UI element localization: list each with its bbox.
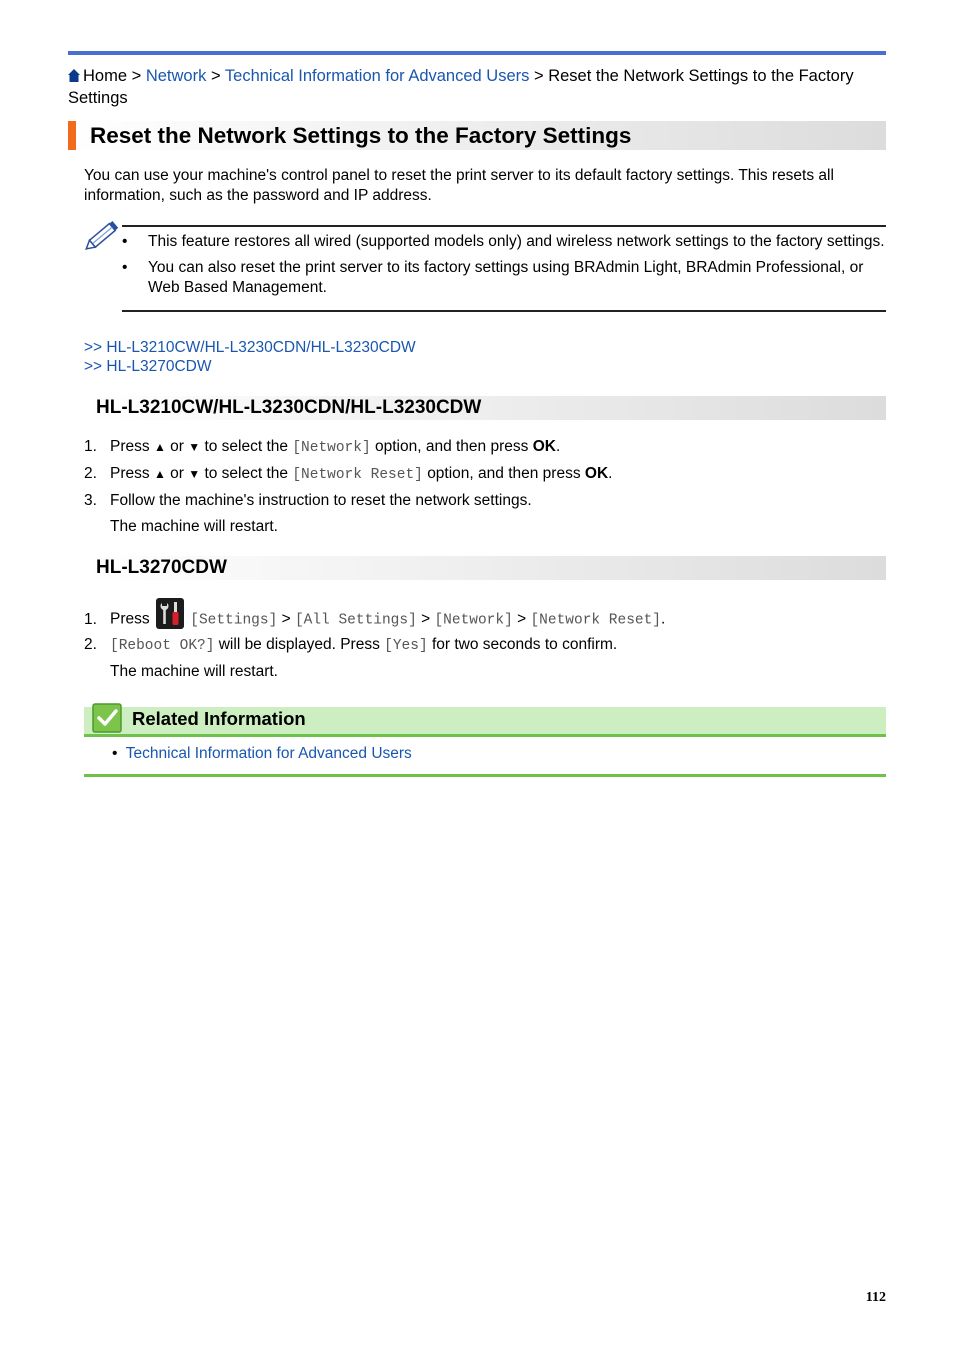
- ok-key: OK: [532, 438, 556, 455]
- step-text: will be displayed. Press: [218, 636, 380, 653]
- step-text: .: [555, 438, 561, 455]
- up-arrow-icon: ▲: [153, 467, 166, 481]
- step-text: option, and then press: [427, 465, 581, 482]
- step-text: for two seconds to confirm.: [431, 636, 618, 653]
- step-text: or: [170, 438, 184, 455]
- menu-option: [Settings]: [190, 612, 278, 629]
- section-heading-bar: [84, 396, 886, 420]
- step-number: 2.: [84, 465, 97, 482]
- note-box: [122, 225, 886, 312]
- breadcrumb-current: Reset the Network Settings to the Factory Settings: [68, 67, 854, 107]
- page-title: Reset the Network Settings to the Factory Settings: [90, 123, 632, 148]
- note-item-text: This feature restores all wired (supported models only) and wireless network settings to the factory settings.: [148, 233, 885, 250]
- related-bottom-rule: [84, 774, 886, 777]
- step-text: .: [608, 465, 613, 482]
- breadcrumb-separator: >: [210, 67, 221, 85]
- top-rule: [68, 51, 886, 55]
- note-item-text: You can also reset the print server to its factory settings using BRAdmin Light, BRAdmin Professional, or Web Based Management.: [148, 259, 864, 296]
- section-heading: HL-L3210CW/HL-L3230CDN/HL-L3230CDW: [96, 397, 482, 418]
- up-arrow-icon: ▲: [153, 440, 166, 454]
- section-heading: HL-L3270CDW: [96, 557, 227, 578]
- step-number: 1.: [84, 610, 97, 628]
- step-text: .: [661, 610, 666, 628]
- bullet: •: [122, 259, 128, 276]
- menu-option: [Network]: [292, 440, 371, 456]
- step-text: option, and then press: [374, 438, 529, 455]
- down-arrow-icon: ▼: [188, 440, 201, 454]
- bullet: •: [122, 233, 128, 250]
- menu-option: [Network]: [434, 612, 513, 629]
- pencil-note-icon: [84, 219, 120, 251]
- intro-paragraph: You can use your machine's control panel to reset the print server to its default factory settings. This resets all information, such as the password and IP address.: [84, 167, 834, 204]
- related-item: [112, 744, 412, 764]
- step-2: [84, 635, 617, 656]
- step-text: or: [170, 465, 184, 482]
- bullet: •: [112, 745, 118, 762]
- related-link-technical-info[interactable]: Technical Information for Advanced Users: [125, 745, 412, 762]
- checkmark-icon: [92, 703, 122, 733]
- step-text: Press: [110, 465, 150, 482]
- menu-option: [All Settings]: [294, 612, 417, 629]
- related-information-bar: [84, 707, 886, 737]
- page-title-bar: [68, 121, 886, 150]
- breadcrumb: [68, 66, 886, 109]
- screen-message: [Reboot OK?]: [110, 638, 215, 654]
- step-text: Press: [110, 610, 150, 628]
- down-arrow-icon: ▼: [188, 467, 201, 481]
- jump-link-hl-l3270cdw[interactable]: >> HL-L3270CDW: [84, 358, 212, 375]
- step-number: 1.: [84, 438, 97, 455]
- step-result: The machine will restart.: [110, 663, 278, 680]
- breadcrumb-separator: >: [533, 67, 544, 85]
- note-item: [122, 232, 886, 252]
- step-3: [84, 491, 532, 511]
- step-text: Press: [110, 438, 150, 455]
- section-heading-bar: [84, 556, 886, 580]
- step-2: [84, 464, 612, 485]
- menu-separator: >: [517, 610, 527, 628]
- menu-separator: >: [421, 610, 431, 628]
- step-text: to select the: [204, 465, 289, 482]
- menu-option: [Network Reset]: [292, 467, 423, 483]
- jump-link-hl-l3210cw[interactable]: >> HL-L3210CW/HL-L3230CDN/HL-L3230CDW: [84, 339, 416, 356]
- step-number: 3.: [84, 492, 97, 509]
- breadcrumb-link-network[interactable]: Network: [145, 67, 207, 85]
- breadcrumb-home[interactable]: Home: [83, 67, 128, 85]
- step-result: The machine will restart.: [110, 518, 278, 535]
- title-accent: [68, 121, 76, 150]
- breadcrumb-separator: >: [131, 67, 142, 85]
- step-1: [84, 437, 560, 458]
- step-text: Follow the machine's instruction to reset the network settings.: [110, 492, 532, 509]
- home-icon[interactable]: [68, 67, 80, 88]
- step-text: to select the: [204, 438, 289, 455]
- menu-option: [Yes]: [384, 638, 428, 654]
- menu-option: [Network Reset]: [530, 612, 662, 629]
- step-number: 2.: [84, 636, 97, 653]
- note-item: [122, 258, 886, 298]
- ok-key: OK: [584, 465, 609, 482]
- menu-separator: >: [281, 610, 291, 628]
- related-information-title: Related Information: [132, 708, 306, 729]
- breadcrumb-link-technical-info[interactable]: Technical Information for Advanced Users: [224, 67, 530, 85]
- page-number: 112: [865, 1290, 886, 1305]
